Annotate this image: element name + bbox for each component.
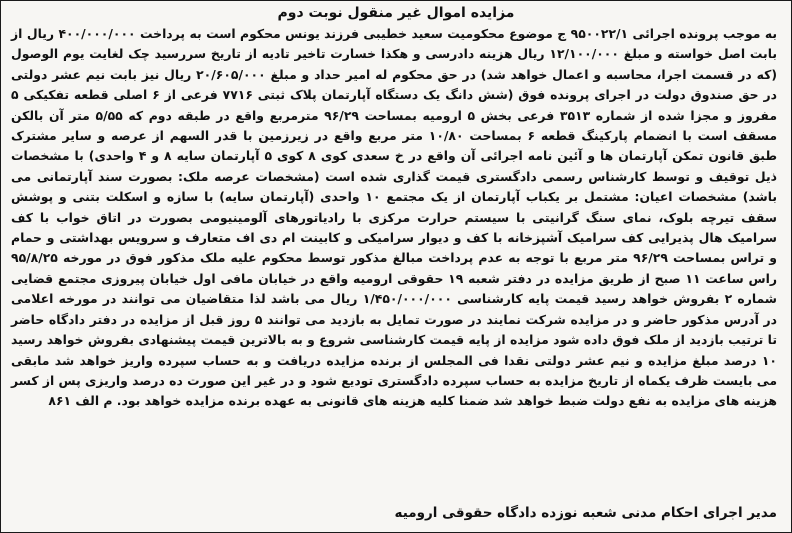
- notice-body: [11, 24, 777, 412]
- notice-signature: مدیر اجرای احکام مدنی شعبه نوزده دادگاه حقوقی ارومیه: [394, 505, 777, 521]
- notice-title: مزایده اموال غیر منقول نوبت دوم: [277, 5, 515, 21]
- notice-paragraph: به موجب پرونده اجرائی ۹۵۰۰۲۲/۱ ج موضوع محکومیت سعید خطیبی فرزند یونس محکوم است به پرداخت ۴۰۰/۰۰۰/۰۰۰ ریال از بابت اصل خواسته و مبلغ ۱۲/۱۰۰/۰۰۰ ریال هزینه دادرسی و هکذا خسارت تاخیر تادیه از تاریخ سررسید چک لغایت یوم الوصول (که در قسمت اجرا، محاسبه و اعمال خواهد شد) در حق محکوم له امیر حداد و مبلغ ۲۰/۶۰۵/۰۰۰ ریال نیز بابت نیم عشر دولتی در حق صندوق دولت در اجرای پرونده فوق (شش دانگ یک دستگاه آپارتمان پلاک ثبتی ۷۷۱۶ فرعی از ۶ اصلی قطعه تفکیکی ۵ مفروز و مجزا شده از شماره ۳۵۱۳ فرعی بخش ۵ ارومیه بمساحت ۹۶/۲۹ مترمربع واقع در طبقه دوم که ۵/۵۵ متر آن بالکن مسقف است با انضمام پارکینگ قطعه ۶ بمساحت ۱۰/۸۰ متر مربع واقع در زیرزمین با قدر السهم از عرصه و سایر مشترک طبق قانون تمکن آپارتمان ها و آئین نامه اجرائی آن واقع در خ سعدی کوی ۸ کوی ۵ آپارتمان سایه ۸ و ۴ واحدی) با مشخصات ذیل توقیف و توسط کارشناس رسمی دادگستری قیمت گذاری شده است (مشخصات عرصه ملک: بصورت سند آپارتمانی می باشد) مشخصات اعیان: مشتمل بر یکباب آپارتمان از یک مجتمع ۱۰ واحدی (آپارتمان سایه) با سازه و اسکلت بتنی و پوشش سقف تیرچه بلوک، نمای سنگ گرانیتی با سیستم حرارت مرکزی با رادیاتورهای آلومینیومی بصورت در اتاق خواب با کف سرامیک هال پذیرایی کف سرامیک آشپزخانه با کف و دیوار سرامیکی و کابینت ام دی اف متعارف و سرویس بهداشتی و حمام و تراس بمساحت ۹۶/۲۹ متر مربع با توجه به عدم پرداخت مبالغ مذکور توسط محکوم علیه ملک مذکور فوق در مورخه ۹۵/۸/۲۵ راس ساعت ۱۱ صبح از طریق مزایده در دفتر شعبه ۱۹ حقوقی ارومیه واقع در خیابان مافی اول خیابان پیروزی مجتمع قضایی شماره ۲ بفروش خواهد رسید قیمت پایه کارشناسی ۱/۴۵۰/۰۰۰/۰۰۰ ریال می باشد لذا متقاضیان می توانند در مورخه اعلامی در آدرس مذکور حاضر و در مزایده شرکت نمایند در صورت تمایل به بازدید می توانند ۵ روز قبل از مزایده در دفتر دادگاه حاضر تا ترتیب بازدید از ملک فوق داده شود مزایده از پایه قیمت کارشناسی شروع و به بالاترین قیمت پیشنهادی بفروش خواهد رسید ۱۰ درصد مبلغ مزایده و نیم عشر دولتی نقدا فی المجلس از برنده مزایده دریافت و به حساب سپرده واریز خواهد شد مابقی می بایست ظرف یکماه از تاریخ مزایده به حساب سپرده دادگستری تودیع شود و در غیر این صورت ده درصد واریزی پس از کسر هزینه های مزایده به نفع دولت ضبط خواهد شد ضمنا کلیه هزینه های قانونی به عهده برنده مزایده خواهد بود. م الف ۸۶۱: [11, 26, 778, 409]
